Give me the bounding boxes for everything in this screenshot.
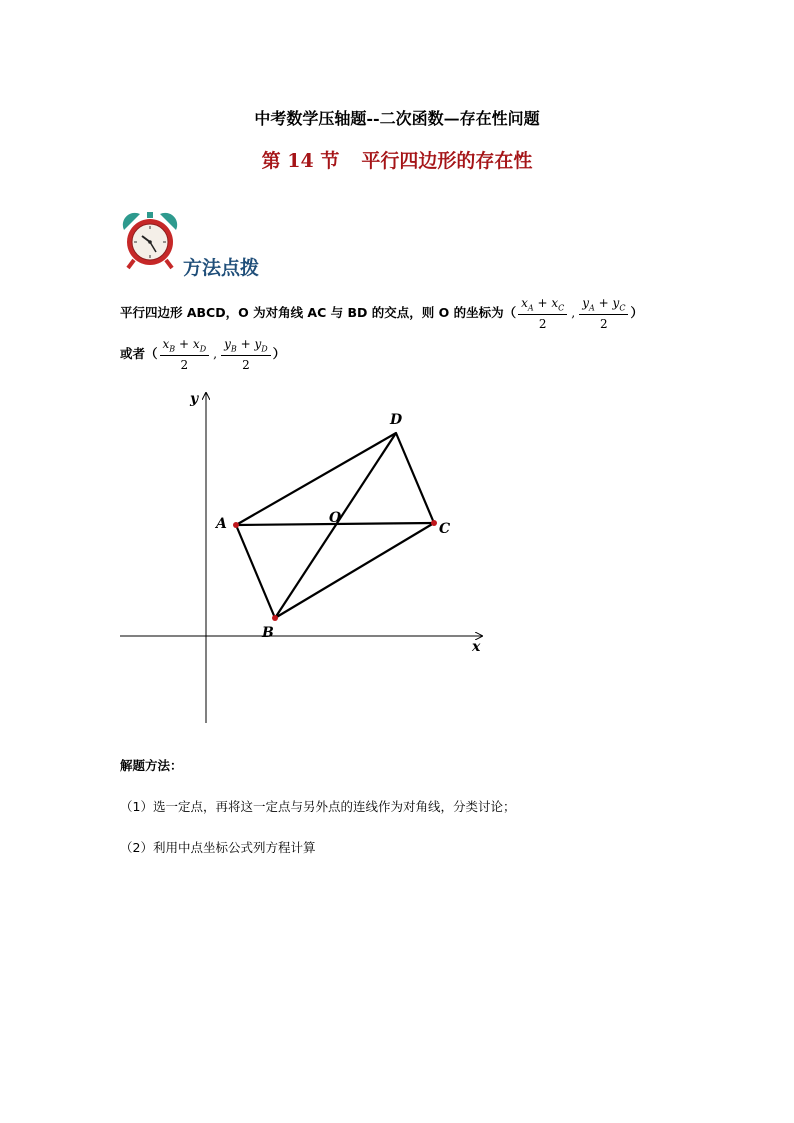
solution-step-1: （1）选一定点，再将这一定点与另外点的连线作为对角线，分类讨论； (120, 799, 516, 814)
point-d-label: D (390, 412, 403, 428)
midpoint-formula-line-2: 或者（ $\frac{x_B + x_D}{2}$ , $\frac{y_B + y_D}{2}$ ） (120, 337, 286, 373)
solution-heading: 解题方法： (120, 758, 183, 773)
alarm-clock-icon (120, 208, 180, 270)
fraction-x-ac: $\frac{x_A + x_C}{2}$ (518, 296, 567, 331)
fraction-y-ac: $\frac{y_A + y_C}{2}$ (579, 296, 628, 331)
fraction-y-bd: $\frac{y_B + y_D}{2}$ (221, 337, 271, 372)
section-title (0, 146, 794, 173)
point-a-label: A (216, 516, 227, 532)
formula-intro: 平行四边形 ABCD，O 为对角线 AC 与 BD 的交点，则 O 的坐标为（ (120, 305, 517, 321)
section-name: 平行四边形的存在性 (361, 150, 533, 172)
parallelogram-diagram (110, 383, 490, 728)
solution-step-2: （2）利用中点坐标公式列方程计算 (120, 840, 316, 855)
point-c-marker (431, 520, 437, 526)
point-b-label: B (262, 625, 274, 641)
x-axis-label: x (472, 639, 481, 655)
document-title: 中考数学压轴题--二次函数—存在性问题 (254, 109, 540, 128)
point-b-marker (272, 615, 278, 621)
y-axis-label: y (190, 391, 199, 407)
point-o-label: O (329, 510, 342, 526)
midpoint-formula-line-1: 平行四边形 ABCD，O 为对角线 AC 与 BD 的交点，则 O 的坐标为（ $\frac{x_A + x_C}{2}$ , $\frac{y_A + y_C}{2}$ ） (120, 296, 643, 332)
fraction-x-bd: $\frac{x_B + x_D}{2}$ (160, 337, 210, 372)
point-c-label: C (439, 521, 451, 537)
section-number: 第 14 节 (261, 150, 340, 172)
point-a-marker (233, 522, 239, 528)
formula-alt-intro: 或者（ (120, 346, 158, 362)
method-heading: 方法点拨 (183, 257, 260, 279)
